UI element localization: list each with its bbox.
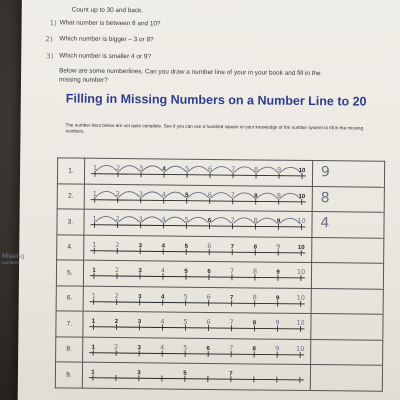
handwritten-number: 7 <box>230 216 235 225</box>
pencil-jump-arc <box>141 217 162 223</box>
handwritten-number: 4 <box>161 189 166 199</box>
printed-number: 5 <box>184 243 188 250</box>
q1-marker: 1) <box>49 19 57 28</box>
margin-note <box>2 254 32 266</box>
number-line-axis <box>89 327 304 329</box>
margin-note-line-1: Missing <box>2 253 25 260</box>
handwritten-number: 7 <box>229 318 234 327</box>
numberline-row <box>55 362 382 391</box>
pencil-jump-arc <box>142 166 163 172</box>
printed-number: 10 <box>298 193 305 200</box>
question-2: Which number is bigger – 3 or 8? <box>59 35 154 44</box>
printed-number: 8 <box>252 320 256 327</box>
printed-number: 4 <box>160 293 165 301</box>
row-number: 8. <box>56 336 83 362</box>
number-line-axis <box>89 352 304 354</box>
row-number: 3. <box>57 209 84 235</box>
printed-number: 9 <box>276 269 280 276</box>
printed-number: 3 <box>137 344 141 351</box>
instruction-count: Count up to 30 and back. <box>71 6 144 15</box>
printed-number: 1 <box>91 344 95 351</box>
handwritten-number: 8 <box>253 165 258 174</box>
number-line-axis <box>91 199 306 201</box>
pencil-jump-arc <box>142 189 166 199</box>
instruction-prompt: Below are some numberlines. Can you draw a number line of your in your book and fill in the <box>59 67 321 78</box>
pencil-jump-arc <box>234 167 255 173</box>
handwritten-number: 10 <box>296 318 305 327</box>
numberline-table <box>55 157 385 391</box>
handwritten-number: 2 <box>115 163 120 173</box>
printed-number: 10 <box>298 167 306 174</box>
pencil-jump-arc <box>211 166 232 172</box>
handwritten-number: 8 <box>252 292 257 301</box>
pencil-jump-arc <box>165 192 186 198</box>
pencil-jump-arc <box>95 216 116 222</box>
printed-number: 8 <box>252 345 256 352</box>
number-line <box>85 159 315 185</box>
numberline-row <box>56 285 383 314</box>
pencil-jump-arc <box>118 217 139 223</box>
handwritten-number: 6 <box>206 292 211 301</box>
printed-number: 5 <box>184 192 189 199</box>
printed-number: 9 <box>276 218 280 225</box>
number-line-axis <box>90 225 305 227</box>
printed-number: 1 <box>91 318 95 325</box>
number-line <box>83 312 313 338</box>
pencil-jump-arc <box>256 218 277 224</box>
numberline-cell <box>82 337 310 365</box>
handwritten-number: 5 <box>183 317 188 326</box>
handwritten-number: 2 <box>114 240 120 249</box>
printed-number: 3 <box>137 293 142 300</box>
handwritten-number: 10 <box>297 216 306 225</box>
row-number: 4. <box>57 234 84 260</box>
handwritten-number: 10 <box>296 293 305 302</box>
number-line <box>83 286 313 312</box>
handwritten-number: 1 <box>92 163 97 172</box>
numberline-cell <box>82 362 310 390</box>
handwritten-answer: 8 <box>320 189 330 206</box>
row-number: 1. <box>57 158 84 184</box>
printed-number: 3 <box>138 268 142 275</box>
numberline-cell <box>84 184 312 212</box>
pencil-jump-arc <box>96 165 117 171</box>
pencil-jump-arc <box>96 189 120 198</box>
handwritten-number: 4 <box>159 342 165 352</box>
handwritten-number: 9 <box>276 191 281 200</box>
printed-number: 1 <box>92 267 96 274</box>
question-1: What number is between 8 and 10? <box>59 19 161 28</box>
handwritten-number: 9 <box>276 165 281 174</box>
pencil-jump-arc <box>233 218 254 224</box>
row-number: 5. <box>56 260 83 286</box>
handwritten-number: 4 <box>160 266 165 275</box>
printed-number: 9 <box>275 295 280 302</box>
handwritten-number: 4 <box>160 317 165 326</box>
pencil-jump-arc <box>188 190 212 199</box>
handwritten-number: 1 <box>92 214 97 223</box>
pencil-jump-arc <box>119 189 143 198</box>
printed-number: 6 <box>207 268 211 275</box>
number-line-axis <box>90 250 305 252</box>
numberline-cell <box>84 209 312 237</box>
handwritten-number: 5 <box>182 343 188 352</box>
handwritten-number: 7 <box>228 343 234 352</box>
number-line-axis <box>90 276 305 278</box>
pencil-jump-arc <box>187 217 208 223</box>
handwritten-number: 3 <box>138 164 143 173</box>
handwritten-number: 7 <box>230 165 235 174</box>
answer-cell <box>310 365 382 391</box>
instruction-prompt-cont: missing number? <box>58 76 108 84</box>
numberline-cell <box>84 158 312 186</box>
numberline-cell <box>83 235 311 263</box>
handwritten-number: 9 <box>275 318 280 327</box>
question-3: Which number is smaller 4 or 9? <box>59 52 151 61</box>
row-number: 6. <box>56 285 83 311</box>
printed-number: 3 <box>137 319 141 326</box>
answer-cell <box>311 263 383 289</box>
printed-number: 8 <box>253 192 258 199</box>
worksheet-subtitle: The number lines below are not quite complete. See if you can use a hundred square or your knowledge of the number system to fill in the missing numbers. <box>65 122 364 134</box>
handwritten-number: 1 <box>91 240 97 249</box>
handwritten-answer: 9 <box>320 164 330 181</box>
printed-number: 5 <box>182 370 187 377</box>
printed-number: 6 <box>207 217 211 224</box>
printed-number: 2 <box>114 318 118 326</box>
worksheet-paper <box>17 0 400 400</box>
printed-number: 5 <box>184 268 188 275</box>
handwritten-number: 2 <box>114 291 119 300</box>
numberline-cell <box>83 260 311 288</box>
row-number: 9. <box>55 362 82 388</box>
printed-number: 3 <box>138 242 142 249</box>
handwritten-number: 2 <box>113 342 119 351</box>
margin-note-line-2: numbers <box>2 260 20 265</box>
q3-marker: 3) <box>46 52 54 61</box>
printed-number: 8 <box>253 243 257 250</box>
pencil-jump-arc <box>211 190 235 199</box>
pencil-jump-arc <box>234 192 255 198</box>
printed-number: 7 <box>228 371 233 378</box>
number-line <box>84 261 314 287</box>
number-line <box>83 337 313 363</box>
handwritten-number: 6 <box>207 190 212 199</box>
number-line <box>84 184 314 210</box>
numberline-row <box>56 311 383 340</box>
handwritten-number: 1 <box>91 291 96 300</box>
numberline-row <box>57 183 384 212</box>
pencil-jump-arc <box>165 166 186 172</box>
printed-number: 4 <box>162 166 166 173</box>
printed-number: 4 <box>161 242 165 250</box>
answer-cell <box>312 186 384 212</box>
handwritten-number: 5 <box>184 164 189 173</box>
handwritten-number: 5 <box>184 215 189 224</box>
handwritten-number: 2 <box>115 189 120 198</box>
handwritten-number: 9 <box>275 242 281 251</box>
answer-cell <box>312 212 384 238</box>
printed-number: 10 <box>297 244 305 251</box>
number-line-axis <box>89 301 304 303</box>
pencil-jump-arc <box>257 167 278 173</box>
handwritten-number: 10 <box>295 344 305 353</box>
handwritten-number: 7 <box>230 190 235 199</box>
handwritten-number: 4 <box>161 215 166 224</box>
pencil-jump-arc <box>257 191 281 200</box>
printed-number: 7 <box>229 294 234 301</box>
handwritten-number: 2 <box>115 214 120 224</box>
number-line <box>84 235 314 261</box>
number-line-axis <box>91 174 306 176</box>
row-number: 7. <box>56 311 83 337</box>
pencil-jump-arc <box>119 166 140 172</box>
answer-cell <box>311 314 383 340</box>
printed-number: 7 <box>230 243 234 250</box>
number-line <box>83 363 313 389</box>
q2-marker: 2) <box>45 35 53 44</box>
numberline-row <box>57 234 384 263</box>
handwritten-number: 9 <box>274 344 280 353</box>
handwritten-number: 7 <box>229 267 234 276</box>
printed-number: 1 <box>90 369 95 376</box>
printed-number: 6 <box>206 345 210 352</box>
handwritten-number: 3 <box>138 189 143 198</box>
numberline-row <box>56 336 383 365</box>
handwritten-number: 1 <box>92 189 97 198</box>
pencil-jump-arc <box>207 217 231 224</box>
number-line-axis <box>89 378 304 380</box>
row-number: 2. <box>57 183 84 209</box>
numberline-cell <box>83 286 311 314</box>
number-line <box>84 210 314 236</box>
printed-number: 3 <box>136 370 141 377</box>
pencil-jump-arc <box>164 217 185 223</box>
handwritten-number: 2 <box>114 265 119 275</box>
handwritten-number: 8 <box>253 216 258 225</box>
numberline-row <box>56 260 383 289</box>
handwritten-number: 3 <box>138 215 143 224</box>
answer-cell <box>310 339 382 365</box>
numberline-row <box>57 209 384 238</box>
pencil-jump-arc <box>188 166 209 172</box>
handwritten-number: 10 <box>296 267 305 276</box>
answer-cell <box>312 161 384 187</box>
numberline-cell <box>83 311 311 339</box>
handwritten-answer: 4 <box>320 215 330 232</box>
handwritten-number: 8 <box>252 267 257 276</box>
answer-cell <box>311 288 383 314</box>
answer-cell <box>311 237 383 263</box>
worksheet-title: Filling in Missing Numbers on a Number Line to 20 <box>65 91 367 109</box>
handwritten-number: 6 <box>206 317 211 326</box>
handwritten-number: 5 <box>183 292 188 301</box>
handwritten-number: 6 <box>207 164 212 173</box>
numberline-row <box>57 158 384 187</box>
handwritten-number: 6 <box>206 241 212 250</box>
